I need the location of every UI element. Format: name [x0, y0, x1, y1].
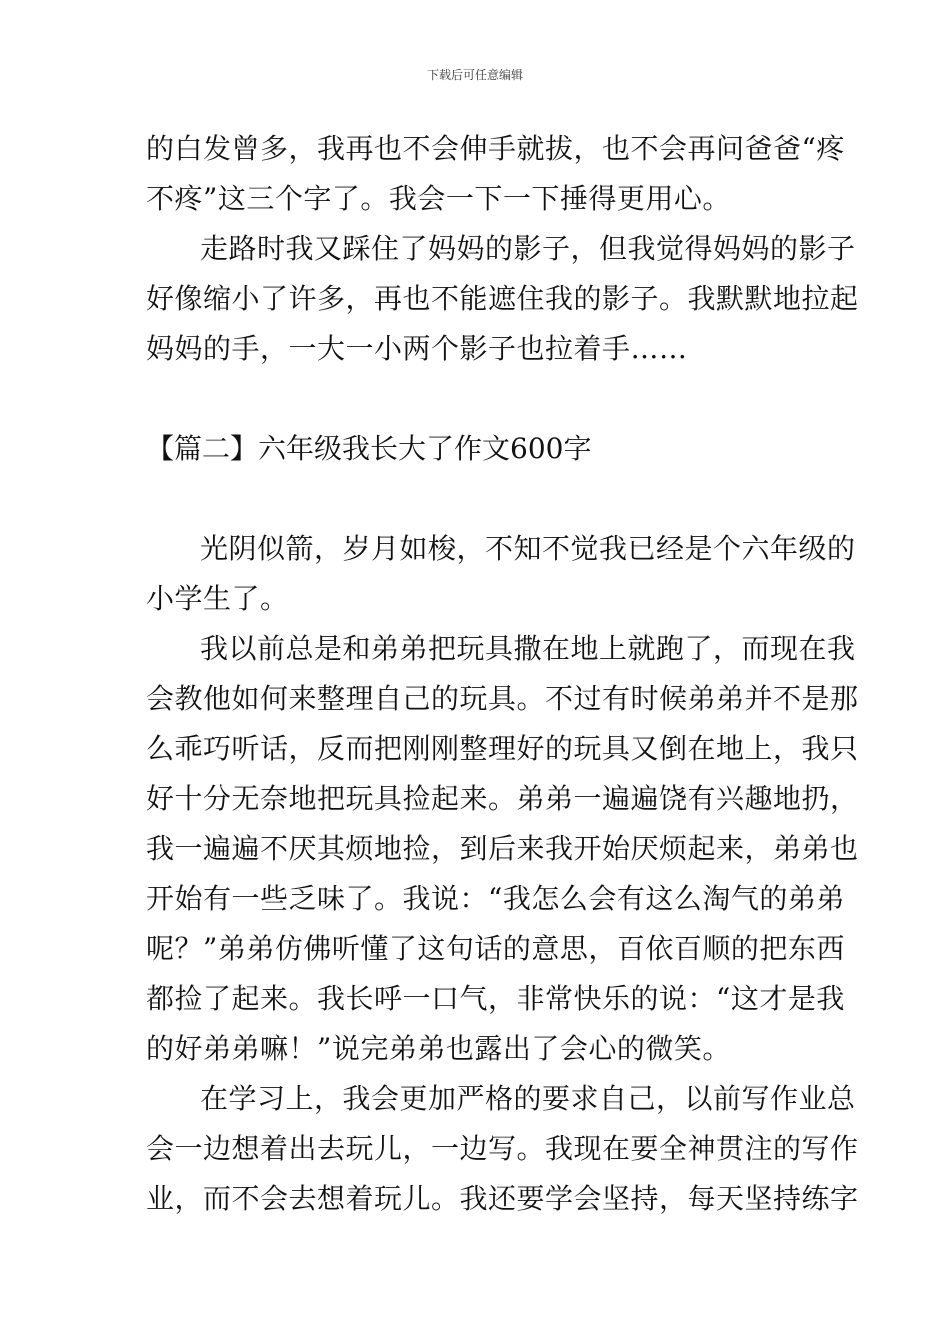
page-header-note: 下载后可任意编辑	[426, 68, 523, 82]
text-line: 都捡了起来。我长呼一口气，非常快乐的说：“这才是我	[146, 982, 845, 1015]
text-line: 妈妈的手，一大一小两个影子也拉着手……	[146, 332, 688, 365]
text-line: 么乖巧听话，反而把刚刚整理好的玩具又倒在地上，我只	[146, 732, 859, 765]
text-block-2	[146, 524, 859, 1224]
text-line: 开始有一些乏味了。我说：“我怎么会有这么淘气的弟弟	[146, 882, 845, 915]
section-heading: 【篇二】六年级我长大了作文600字	[146, 432, 592, 465]
text-line: 我一遍遍不厌其烦地捡，到后来我开始厌烦起来，弟弟也	[146, 832, 859, 865]
text-line: 小学生了。	[146, 582, 289, 615]
text-line: 不疼”这三个字了。我会一下一下捶得更用心。	[146, 182, 731, 215]
paragraph-first-line: 走路时我又踩住了妈妈的影子，但我觉得妈妈的影子	[200, 232, 856, 265]
text-line: 好像缩小了许多，再也不能遮住我的影子。我默默地拉起	[146, 282, 859, 315]
text-block-1	[146, 124, 859, 374]
paragraph-first-line: 光阴似箭，岁月如梭，不知不觉我已经是个六年级的	[200, 532, 856, 565]
text-line: 的好弟弟嘛！”说完弟弟也露出了会心的微笑。	[146, 1032, 731, 1065]
paragraph-first-line: 我以前总是和弟弟把玩具撒在地上就跑了，而现在我	[200, 632, 856, 665]
text-line: 的白发曾多，我再也不会伸手就拔，也不会再问爸爸“疼	[146, 132, 845, 165]
text-line: 会一边想着出去玩儿，一边写。我现在要全神贯注的写作	[146, 1132, 859, 1165]
text-line: 好十分无奈地把玩具捡起来。弟弟一遍遍饶有兴趣地扔，	[146, 782, 859, 815]
text-line: 业，而不会去想着玩儿。我还要学会坚持，每天坚持练字	[146, 1182, 859, 1215]
text-line: 会教他如何来整理自己的玩具。不过有时候弟弟并不是那	[146, 682, 859, 715]
text-line: 呢？”弟弟仿佛听懂了这句话的意思，百依百顺的把东西	[146, 932, 845, 965]
paragraph-first-line: 在学习上，我会更加严格的要求自己，以前写作业总	[200, 1082, 856, 1115]
